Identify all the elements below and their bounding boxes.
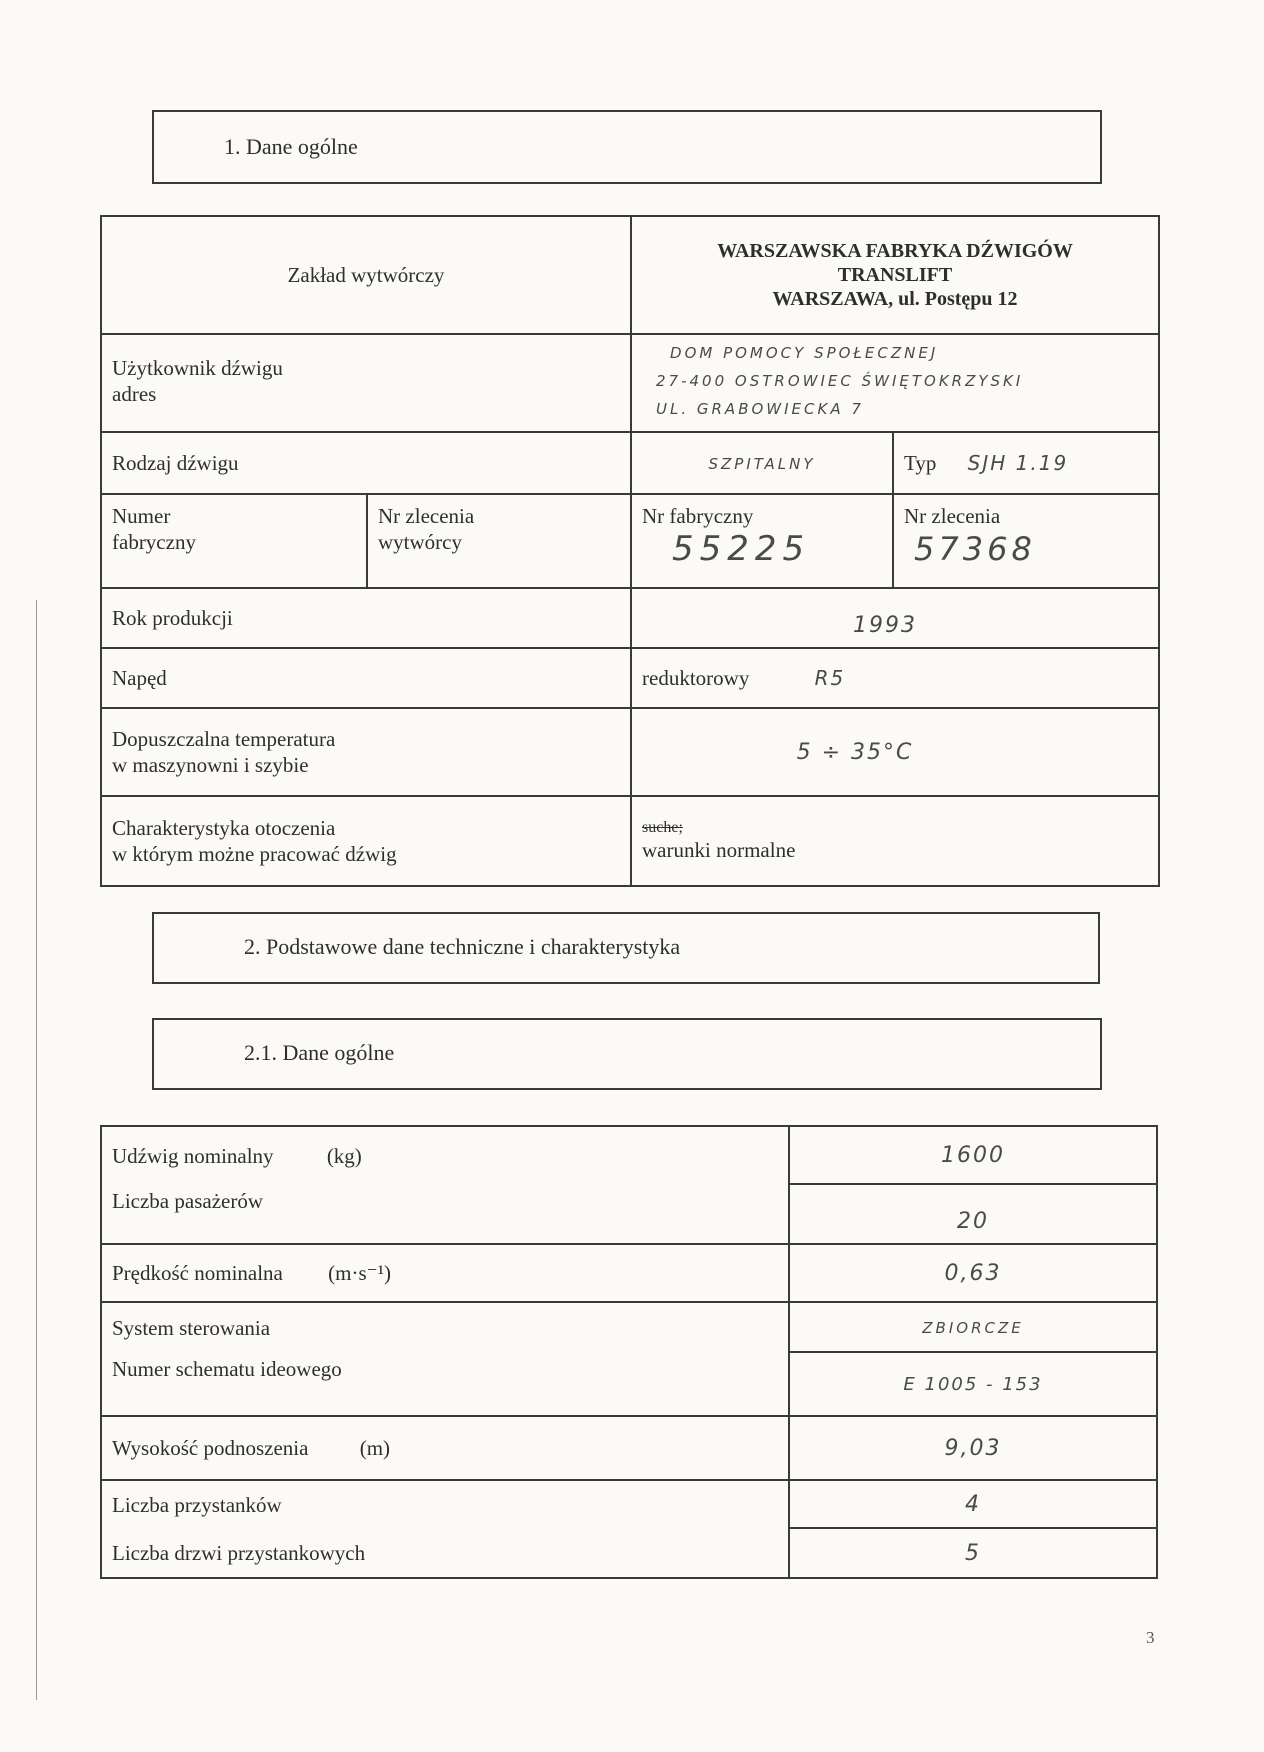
doors-label-cell	[101, 1528, 789, 1578]
capacity-value-cell	[789, 1126, 1157, 1184]
control-label-cell	[101, 1302, 789, 1352]
env-label-cell	[101, 796, 631, 886]
drive-label: Napęd	[112, 666, 167, 690]
user-label-cell	[101, 334, 631, 432]
drive-value: reduktorowy	[642, 666, 750, 690]
serial-label-cell	[101, 494, 367, 588]
env-value: warunki normalne	[642, 838, 796, 862]
height-value-cell	[789, 1416, 1157, 1480]
user-value-cell	[631, 334, 1159, 432]
env-label-line-2: w którym możne pracować dźwig	[112, 842, 397, 866]
temp-label-line-2: w maszynowni i szybie	[112, 753, 309, 777]
section-21-header	[152, 1018, 1102, 1090]
passengers-label: Liczba pasażerów	[112, 1189, 263, 1213]
drive-label-cell	[101, 648, 631, 708]
section-2-title: 2. Podstawowe dane techniczne i charakterystyka	[244, 934, 681, 959]
drive-hand-note: R5	[814, 666, 846, 690]
drive-value-cell	[631, 648, 1159, 708]
speed-value: 0,63	[944, 1260, 1002, 1286]
user-label: Użytkownik dźwigu	[112, 356, 283, 380]
section-1-title: 1. Dane ogólne	[224, 134, 358, 159]
section-1-header	[152, 110, 1102, 184]
page-number: 3	[1146, 1628, 1155, 1647]
doors-value-cell	[789, 1528, 1157, 1578]
typ-label: Typ	[904, 451, 937, 475]
year-label-cell	[101, 588, 631, 648]
speed-label-cell	[101, 1244, 789, 1302]
capacity-unit: (kg)	[326, 1143, 362, 1168]
stops-value: 4	[965, 1491, 981, 1517]
lift-type-value: SZPITALNY	[708, 455, 816, 473]
user-line-3: UL. GRABOWIECKA 7	[656, 400, 864, 418]
typ-cell	[893, 432, 1159, 494]
factory-no-value: 55225	[672, 529, 811, 569]
section-21-title: 2.1. Dane ogólne	[244, 1040, 395, 1065]
stops-value-cell	[789, 1480, 1157, 1528]
factory-no-label: Nr fabryczny	[642, 504, 754, 528]
manufacturer-label-cell	[101, 216, 631, 334]
order-no-label: Nr zlecenia	[904, 504, 1001, 528]
typ-value: SJH 1.19	[967, 451, 1069, 475]
technical-data-table	[100, 1125, 1158, 1579]
schema-label-cell	[101, 1352, 789, 1416]
temp-value-cell	[631, 708, 1159, 796]
speed-value-cell	[789, 1244, 1157, 1302]
order-no-cell	[893, 494, 1159, 588]
control-value-cell	[789, 1302, 1157, 1352]
height-unit: (m)	[359, 1436, 391, 1460]
manufacturer-label: Zakład wytwórczy	[287, 263, 445, 287]
general-data-table	[100, 215, 1160, 887]
year-value-cell	[631, 588, 1159, 648]
doors-value: 5	[965, 1540, 981, 1566]
manufacturer-line-1: WARSZAWSKA FABRYKA DŹWIGÓW	[717, 240, 1073, 262]
capacity-label-cell	[101, 1126, 789, 1184]
stops-label: Liczba przystanków	[112, 1492, 282, 1517]
passengers-value: 20	[957, 1209, 989, 1234]
lift-type-value-cell	[631, 432, 893, 494]
height-label-cell	[101, 1416, 789, 1480]
user-line-1: DOM POMOCY SPOŁECZNEJ	[670, 344, 939, 362]
capacity-label: Udźwig nominalny	[112, 1143, 274, 1168]
temp-label-cell	[101, 708, 631, 796]
speed-unit: (m·s⁻¹)	[328, 1261, 392, 1285]
schema-value-cell	[789, 1352, 1157, 1416]
speed-label: Prędkość nominalna	[112, 1261, 283, 1285]
manufacturer-line-3: WARSZAWA, ul. Postępu 12	[772, 288, 1018, 310]
env-label-line-1: Charakterystyka otoczenia	[112, 816, 336, 840]
control-label: System sterowania	[112, 1315, 271, 1340]
order-label-line-2: wytwórcy	[378, 530, 462, 554]
height-label: Wysokość podnoszenia	[112, 1436, 309, 1460]
year-label: Rok produkcji	[112, 606, 233, 630]
user-line-2: 27-400 OSTROWIEC ŚWIĘTOKRZYSKI	[656, 372, 1024, 390]
temp-label-line-1: Dopuszczalna temperatura	[112, 727, 336, 751]
manufacturer-value-cell	[631, 216, 1159, 334]
control-value: ZBIORCZE	[922, 1319, 1024, 1337]
serial-label-line-2: fabryczny	[112, 530, 196, 554]
order-no-value: 57368	[914, 530, 1036, 568]
passengers-label-cell	[101, 1184, 789, 1244]
passengers-value-cell	[789, 1184, 1157, 1244]
lift-type-label-cell	[101, 432, 631, 494]
year-value: 1993	[853, 613, 918, 638]
manufacturer-line-2: TRANSLIFT	[837, 264, 953, 286]
lift-type-label: Rodzaj dźwigu	[112, 451, 239, 475]
capacity-value: 1600	[941, 1142, 1005, 1168]
env-value-cell	[631, 796, 1159, 886]
address-label: adres	[112, 382, 157, 406]
schema-label: Numer schematu ideowego	[112, 1357, 342, 1381]
env-struck-text: suche;	[642, 819, 683, 836]
height-value: 9,03	[944, 1435, 1002, 1461]
order-label-cell	[367, 494, 631, 588]
doors-label: Liczba drzwi przystankowych	[112, 1540, 366, 1565]
scan-margin-line	[36, 600, 37, 1700]
stops-label-cell	[101, 1480, 789, 1528]
section-2-header	[152, 912, 1100, 984]
order-label-line-1: Nr zlecenia	[378, 504, 475, 528]
serial-label-line-1: Numer	[112, 504, 171, 528]
factory-no-cell	[631, 494, 893, 588]
schema-value: E 1005 - 153	[903, 1374, 1043, 1395]
temp-value: 5 ÷ 35°C	[796, 739, 914, 765]
